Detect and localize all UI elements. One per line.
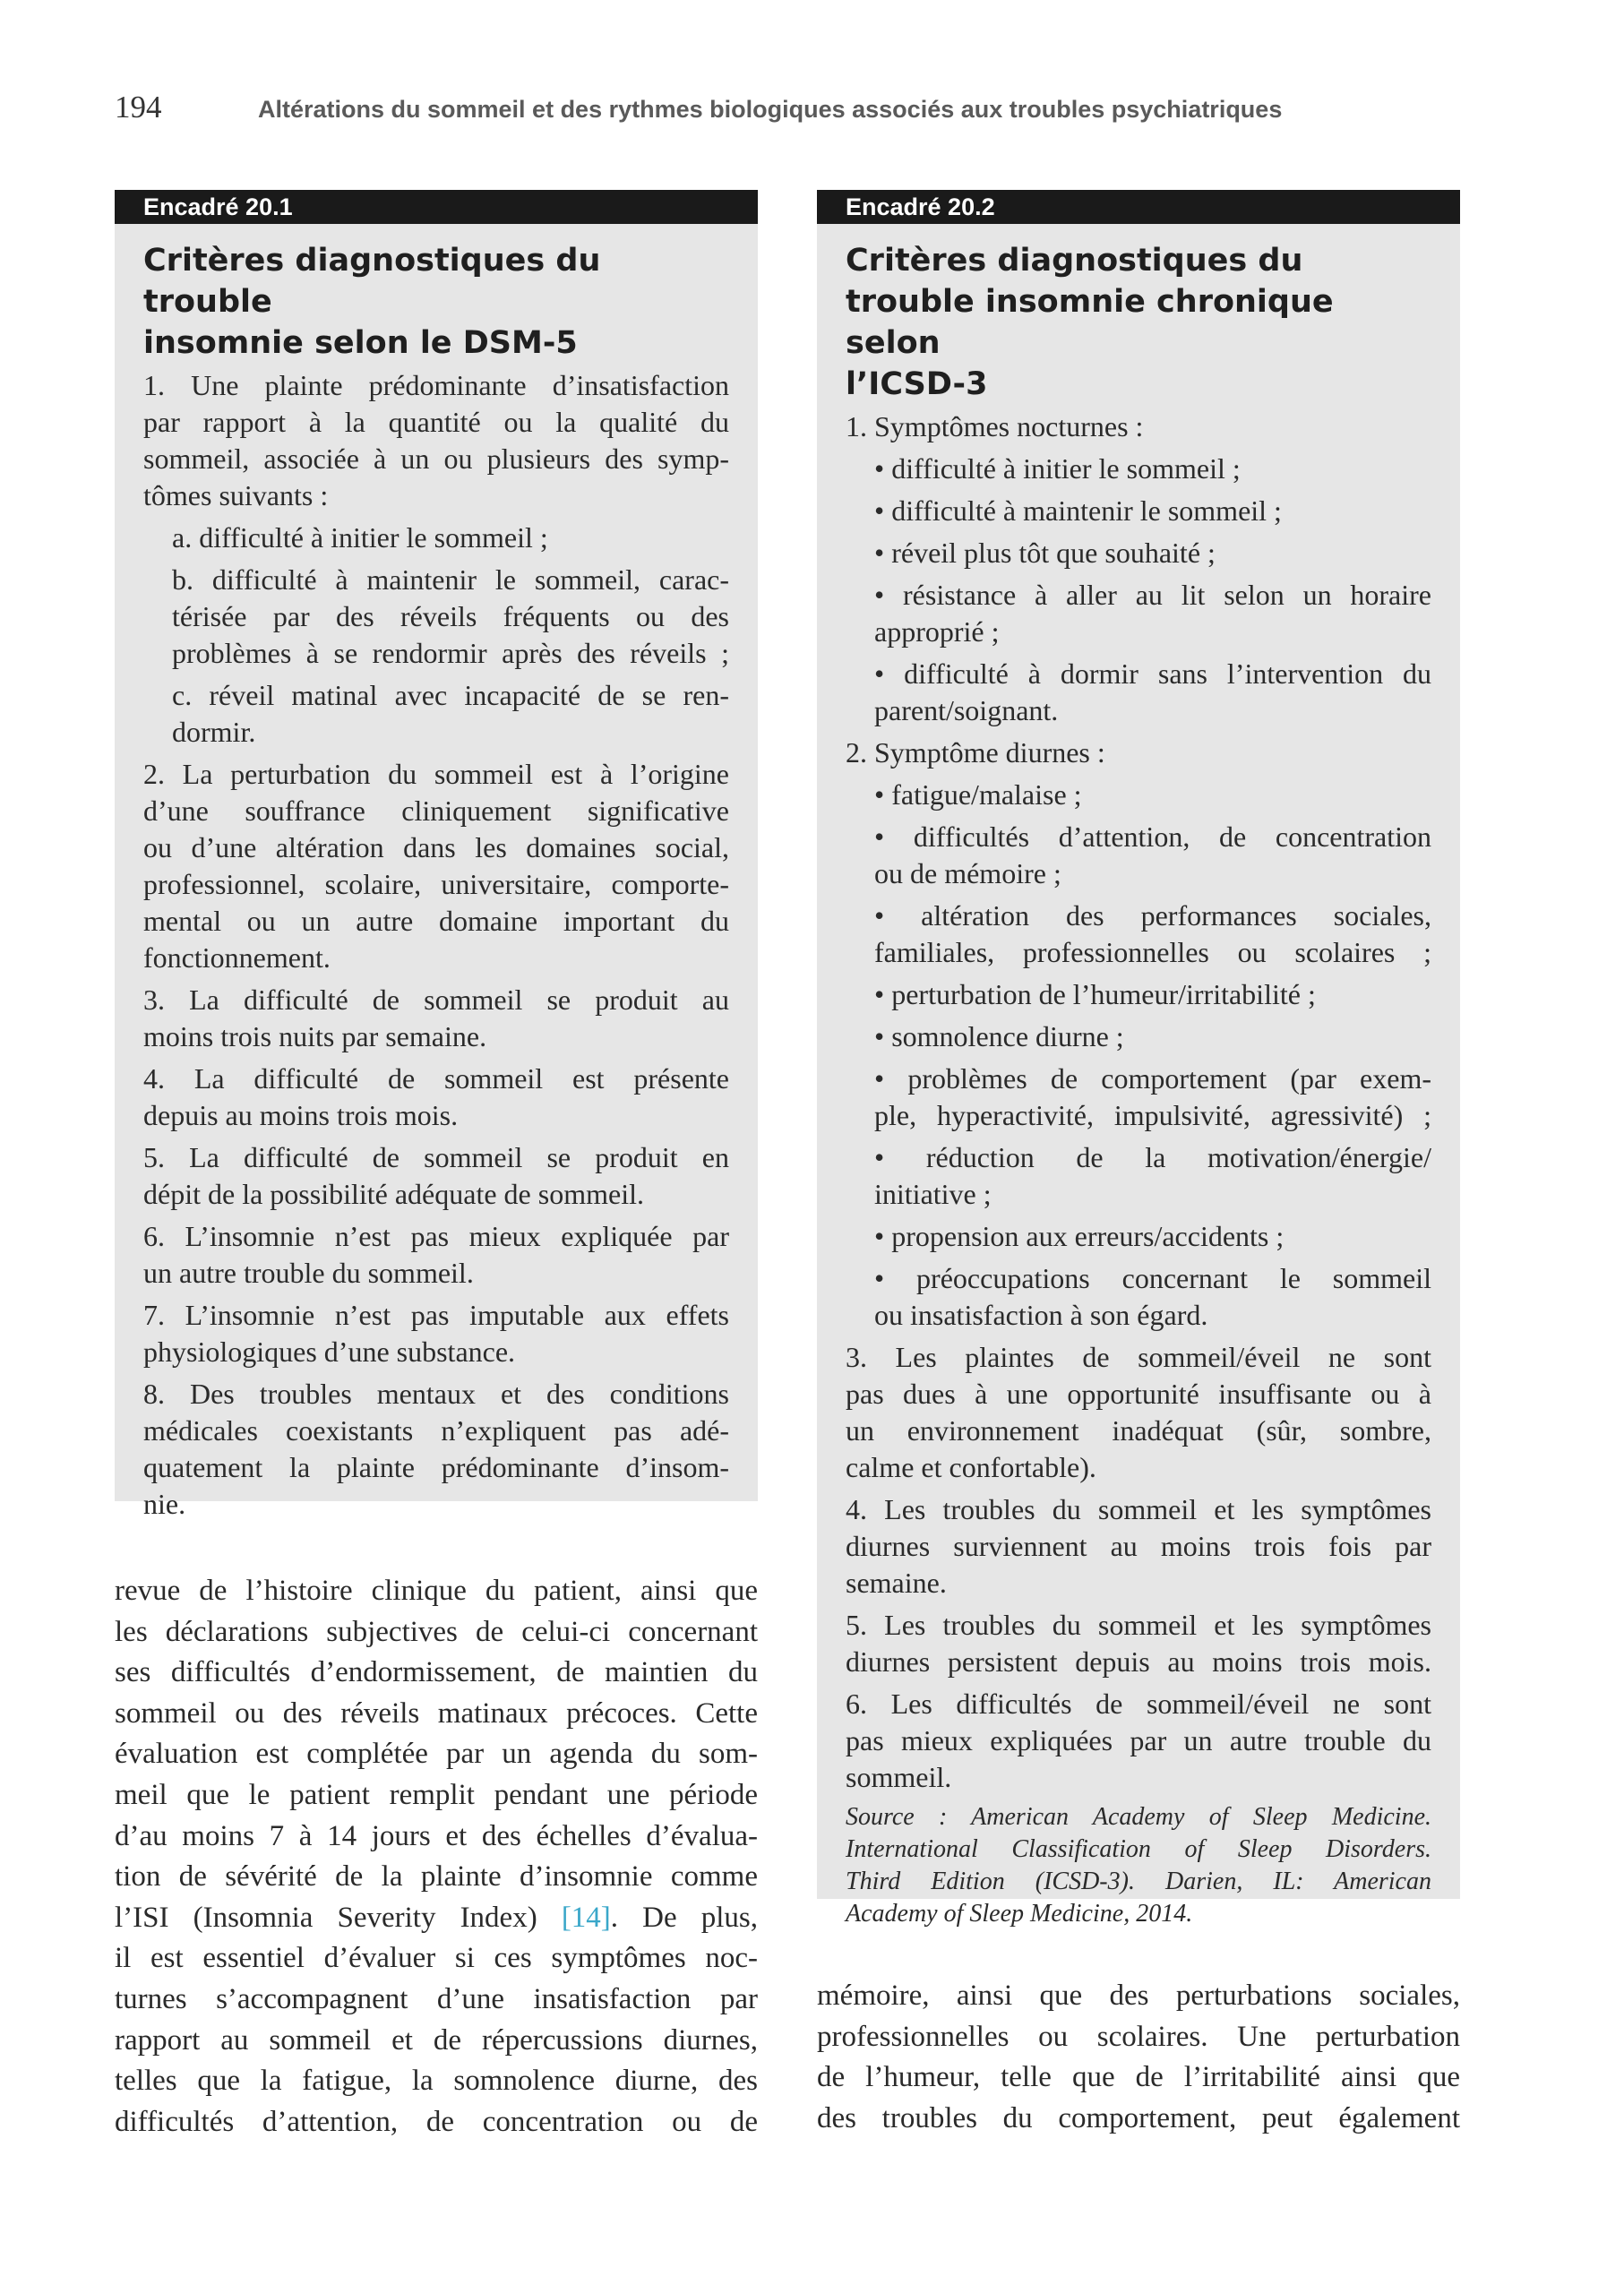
criterion-line: dépit de la possibilité adéquate de sommeil. <box>143 1178 644 1210</box>
criterion-line: térisée par des réveils fréquents ou des <box>172 600 729 632</box>
criterion-line: nie. <box>143 1488 186 1520</box>
body-line-text: . De plus, <box>610 1901 758 1934</box>
body-line: les déclarations subjectives de celui-ci concernant <box>115 1615 758 1648</box>
criterion-line: • difficulté à initier le sommeil ; <box>874 452 1241 485</box>
criterion-line: • perturbation de l’humeur/irritabilité ; <box>874 978 1316 1010</box>
criterion-line: 3. La difficulté de sommeil se produit au <box>143 983 729 1016</box>
box-title <box>846 240 1431 405</box>
criterion-line: par rapport à la quantité ou la qualité du <box>143 406 729 438</box>
criterion-line: ple, hyperactivité, impulsivité, agressivité) ; <box>874 1099 1431 1131</box>
criterion-line: médicales coexistants n’expliquent pas adé- <box>143 1414 729 1447</box>
body-text-left <box>115 1571 758 2143</box>
body-line: évaluation est complétée par un agenda du som- <box>115 1738 758 1771</box>
criterion-line: un autre trouble du sommeil. <box>143 1257 474 1289</box>
criterion-line: 3. Les plaintes de sommeil/éveil ne sont <box>846 1341 1431 1373</box>
criterion-line: • réduction de la motivation/énergie/ <box>874 1141 1431 1173</box>
criterion-line: ou de mémoire ; <box>874 857 1061 889</box>
body-line: professionnelles ou scolaires. Une perturbation <box>817 2020 1460 2053</box>
criterion-line: ou insatisfaction à son égard. <box>874 1299 1208 1331</box>
criterion-line: 6. L’insomnie n’est pas mieux expliquée par <box>143 1220 729 1252</box>
criterion-line: • résistance à aller au lit selon un horaire <box>874 579 1431 611</box>
criterion-line: semaine. <box>846 1567 947 1599</box>
criterion-line: 2. Symptôme diurnes : <box>846 736 1105 769</box>
criterion-line: initiative ; <box>874 1178 992 1210</box>
body-line: de l’humeur, telle que de l’irritabilité ainsi que <box>817 2061 1460 2094</box>
body-line: sommeil ou des réveils matinaux précoces. Cette <box>115 1696 758 1730</box>
box-title <box>143 240 729 364</box>
body-text-right <box>817 1976 1460 2139</box>
criterion-line: dormir. <box>172 716 256 748</box>
body-line: d’au moins 7 à 14 jours et des échelles d’évalua- <box>115 1819 758 1852</box>
criterion-line: 7. L’insomnie n’est pas imputable aux effets <box>143 1299 729 1331</box>
criterion-line: sommeil, associée à un ou plusieurs des symp- <box>143 442 729 475</box>
source-line: Academy of Sleep Medicine, 2014. <box>846 1900 1193 1928</box>
criterion-line: • propension aux erreurs/accidents ; <box>874 1220 1285 1252</box>
criterion-line: • préoccupations concernant le sommeil <box>874 1262 1431 1294</box>
criterion-line: moins trois nuits par semaine. <box>143 1020 487 1052</box>
criterion-line: 4. Les troubles du sommeil et les symptômes <box>846 1493 1431 1525</box>
criterion-line: ou d’une altération dans les domaines social, <box>143 831 729 863</box>
box-title-line: Critères diagnostiques du trouble <box>143 243 601 320</box>
criterion-line: problèmes à se rendormir après des réveils ; <box>172 637 729 669</box>
box-20-1 <box>115 190 758 1520</box>
criterion-line: • somnolence diurne ; <box>874 1020 1124 1052</box>
box-source <box>846 1801 1431 1930</box>
box-title-line: Critères diagnostiques du <box>846 243 1303 279</box>
criterion-line: diurnes persistent depuis au moins trois mois. <box>846 1645 1431 1678</box>
body-line <box>115 1898 758 1939</box>
criterion-line: tômes suivants : <box>143 479 329 511</box>
criterion-line: 5. La difficulté de sommeil se produit en <box>143 1141 729 1173</box>
criterion-line: pas mieux expliquées par un autre trouble du <box>846 1724 1431 1756</box>
page-header <box>115 90 1512 134</box>
criterion-line: 5. Les troubles du sommeil et les symptômes <box>846 1609 1431 1641</box>
box-title-line: trouble insomnie chronique selon <box>846 284 1334 361</box>
body-line: telles que la fatigue, la somnolence diurne, des <box>115 2065 758 2098</box>
criterion-line: 6. Les difficultés de sommeil/éveil ne sont <box>846 1688 1431 1720</box>
criterion-line: 1. Une plainte prédominante d’insatisfaction <box>143 369 729 401</box>
criterion-line: c. réveil matinal avec incapacité de se ren- <box>172 679 729 711</box>
criterion-line: sommeil. <box>846 1761 952 1793</box>
body-line: il est essentiel d’évaluer si ces symptômes noc- <box>115 1942 758 1975</box>
criterion-line: fonctionnement. <box>143 941 331 974</box>
criterion-line: a. difficulté à initier le sommeil ; <box>172 521 548 554</box>
criterion-line: 1. Symptômes nocturnes : <box>846 410 1144 442</box>
criterion-line: • difficulté à maintenir le sommeil ; <box>874 494 1282 527</box>
criterion-line: • difficultés d’attention, de concentration <box>874 820 1431 853</box>
criterion-line: pas dues à une opportunité insuffisante ou à <box>846 1378 1431 1410</box>
criterion-line: • réveil plus tôt que souhaité ; <box>874 537 1216 569</box>
body-line: mémoire, ainsi que des perturbations sociales, <box>817 1980 1460 2012</box>
body-line: tion de sévérité de la plainte d’insomnie comme <box>115 1860 758 1894</box>
reference-link-14[interactable]: [14] <box>561 1901 611 1934</box>
source-line: International Classification of Sleep Disorders. <box>846 1835 1431 1863</box>
criterion-line: mental ou un autre domaine important du <box>143 905 729 937</box>
page-number: 194 <box>115 90 162 125</box>
box-title-line: l’ICSD-3 <box>846 366 988 402</box>
body-line: meil que le patient remplit pendant une période <box>115 1778 758 1811</box>
box-label: Encadré 20.2 <box>817 190 1460 224</box>
criterion-line: quatement la plainte prédominante d’insom- <box>143 1451 729 1483</box>
criterion-line: 4. La difficulté de sommeil est présente <box>143 1062 729 1095</box>
criterion-line: 8. Des troubles mentaux et des conditions <box>143 1378 729 1410</box>
box-label: Encadré 20.1 <box>115 190 758 224</box>
criterion-line: • difficulté à dormir sans l’intervention du <box>874 657 1431 690</box>
criterion-line: diurnes surviennent au moins trois fois par <box>846 1530 1431 1562</box>
body-line: ses difficultés d’endormissement, de maintien du <box>115 1656 758 1689</box>
running-title: Altérations du sommeil et des rythmes biologiques associés aux troubles psychiatriques <box>258 96 1283 123</box>
body-line: des troubles du comportement, peut également <box>817 2101 1460 2134</box>
criterion-line: b. difficulté à maintenir le sommeil, carac- <box>172 563 729 596</box>
box-title-line: insomnie selon le DSM-5 <box>143 325 578 361</box>
criterion-line: • problèmes de comportement (par exem- <box>874 1062 1431 1095</box>
criterion-line: • altération des performances sociales, <box>874 899 1431 932</box>
body-line: turnes s’accompagnent d’une insatisfaction par <box>115 1982 758 2015</box>
box-20-2 <box>817 190 1460 1928</box>
criterion-line: parent/soignant. <box>874 694 1059 726</box>
criterion-line: approprié ; <box>874 615 1000 648</box>
criterion-line: • fatigue/malaise ; <box>874 778 1082 811</box>
criterion-line: professionnel, scolaire, universitaire, comporte- <box>143 868 729 900</box>
body-line-text: l’ISI (Insomnia Severity Index) <box>115 1901 537 1934</box>
criterion-line: un environnement inadéquat (sûr, sombre, <box>846 1414 1431 1447</box>
body-line: rapport au sommeil et de répercussions diurnes, <box>115 2023 758 2057</box>
body-line: difficultés d’attention, de concentration ou de <box>115 2105 758 2138</box>
criterion-line: depuis au moins trois mois. <box>143 1099 459 1131</box>
criterion-line: d’une souffrance cliniquement significative <box>143 794 729 827</box>
body-line: revue de l’histoire clinique du patient, ainsi que <box>115 1575 758 1607</box>
criterion-line: familiales, professionnelles ou scolaires ; <box>874 936 1431 968</box>
source-line: Third Edition (ICSD-3). Darien, IL: American <box>846 1868 1431 1895</box>
source-line: Source : American Academy of Sleep Medicine. <box>846 1803 1431 1831</box>
criterion-line: physiologiques d’une substance. <box>143 1335 516 1368</box>
criterion-line: calme et confortable). <box>846 1451 1096 1483</box>
criterion-line: 2. La perturbation du sommeil est à l’origine <box>143 758 729 790</box>
